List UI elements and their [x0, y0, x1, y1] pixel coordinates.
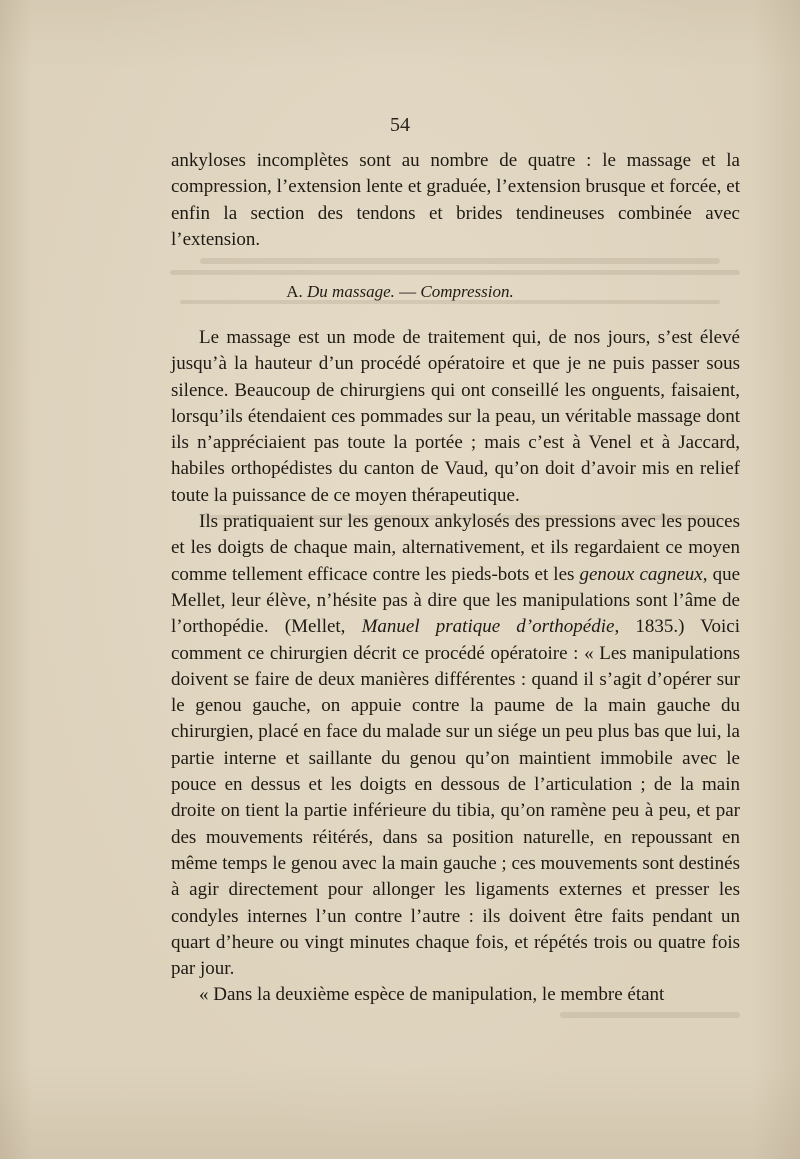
page-number: 54	[390, 114, 410, 136]
section-title-part1: Du massage.	[307, 282, 395, 301]
paragraph-3-text-a: Ils pratiquaient sur les genoux ankylosés des pressions avec les pouces et les doigts de chaque main, alternativement, et ils regardaient ce moyen comme tellement efficace contre les pieds-bots et les	[171, 511, 740, 585]
paragraph-2: Le massage est un mode de traitement qui, de nos jours, s’est élevé jusqu’à la hauteur d’un procédé opératoire et que je ne puis passer sous silence. Beaucoup de chirurgiens qui ont conseillé les onguents, faisaient, lorsqu’ils étendaient ces pommades sur la peau, un véritable massage dont ils n’appréciaient pas toute la portée ; mais c’est à Venel et à Jaccard, habiles orthopédistes du canton de Vaud, qu’on doit d’avoir mis en relief toute la puissance de ce moyen thérapeutique.	[171, 327, 740, 506]
paragraph-4: « Dans la deuxième espèce de manipulation, le membre étant	[199, 984, 665, 1006]
paragraph-3-italic-manuel: Manuel pratique d’orthopédie	[361, 616, 615, 638]
body-text	[171, 325, 740, 1009]
paragraph-3-text-c: , 1835.) Voici comment ce chirurgien décrit ce procédé opératoire : « Les manipulations doivent se faire de deux manières différentes : quand il s’agit d’opérer sur le genou gauche, on appuie contre la paume de la main gauche du chirurgien, placé en face du malade sur un siége un peu plus bas que lui, la partie interne et saillante du genou qu’on maintient immobile avec le pouce en dessus et les doigts en dessous de l’articulation ; de la main droite on tient la partie inférieure du tibia, qu’on ramène peu à peu, et par des mouvements réitérés, dans sa position naturelle, en repoussant en même temps le genou avec la main gauche ; ces mouvements sont destinés à agir directement pour allonger les ligaments externes et presser les condyles internes l’un contre l’autre : ils doivent être faits pendant un quart d’heure ou vingt minutes chaque fois, et répétés trois ou quatre fois par jour.	[171, 616, 740, 980]
paragraph-1: ankyloses incomplètes sont au nombre de quatre : le massage et la compression, l’extension lente et graduée, l’extension brusque et forcée, et enfin la section des tendons et brides tendineuses combinée avec l’extension.	[171, 150, 740, 250]
section-heading	[0, 282, 800, 302]
paragraph-3	[171, 509, 740, 982]
paragraph-3-italic-genoux: genoux cagneux	[579, 563, 703, 585]
paragraph-3-text-b: , que Mellet, leur élève, n’hésite pas à dire que les manipulations sont l’âme de l’orthopédie. (Mellet,	[171, 563, 741, 638]
paragraph-continuation	[171, 148, 740, 253]
section-separator: —	[399, 282, 417, 301]
section-letter: A.	[286, 282, 303, 301]
section-title-part2: Compression.	[420, 282, 514, 301]
